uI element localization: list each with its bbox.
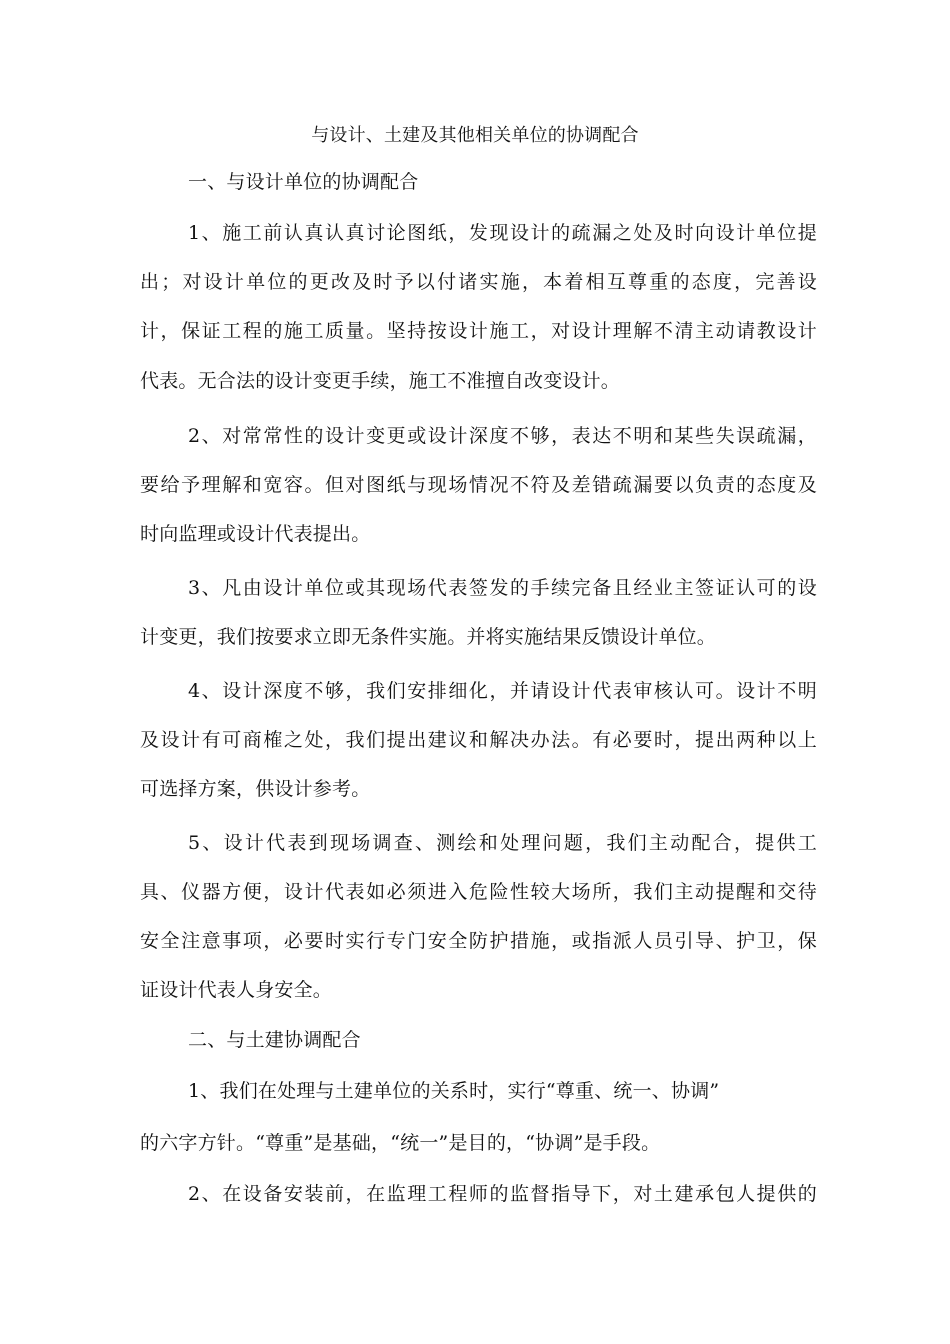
s2-p1-line-2: 的六字方针。“尊重”是基础，“统一”是目的，“协调”是手段。: [140, 1132, 661, 1154]
s1-p1-line-1: 1、施工前认真认真讨论图纸，发现设计的疏漏之处及时向设计单位提: [188, 222, 817, 244]
section-1-heading: 一、与设计单位的协调配合: [188, 171, 419, 193]
s1-p4-line-3: 可选择方案，供设计参考。: [140, 778, 371, 800]
s1-p3-line-2: 计变更，我们按要求立即无条件实施。并将实施结果反馈设计单位。: [140, 626, 717, 648]
s1-p4-line-1: 4、设计深度不够，我们安排细化，并请设计代表审核认可。设计不明: [188, 680, 817, 702]
s1-p5-line-4: 证设计代表人身安全。: [140, 979, 333, 1001]
document-title: 与设计、土建及其他相关单位的协调配合: [311, 125, 639, 146]
s2-p1-line-1: 1、我们在处理与土建单位的关系时，实行“尊重、统一、协调”: [188, 1080, 720, 1102]
s1-p2-line-1: 2、对常常性的设计变更或设计深度不够，表达不明和某些失误疏漏，: [188, 425, 817, 447]
s1-p4-line-2: 及设计有可商榷之处，我们提出建议和解决办法。有必要时，提出两种以上: [140, 729, 817, 751]
s1-p3-line-1: 3、凡由设计单位或其现场代表签发的手续完备且经业主签证认可的设: [188, 577, 817, 599]
s1-p5-line-3: 安全注意事项，必要时实行专门安全防护措施，或指派人员引导、护卫，保: [140, 930, 817, 952]
s1-p5-line-2: 具、仪器方便，设计代表如必须进入危险性较大场所，我们主动提醒和交待: [140, 881, 817, 903]
section-2-heading: 二、与土建协调配合: [188, 1029, 361, 1051]
s1-p1-line-2: 出；对设计单位的更改及时予以付诸实施，本着相互尊重的态度，完善设: [140, 271, 817, 293]
s2-p2-line-1: 2、在设备安装前，在监理工程师的监督指导下，对土建承包人提供的: [188, 1183, 817, 1205]
s1-p1-line-3: 计，保证工程的施工质量。坚持按设计施工，对设计理解不清主动请教设计: [140, 320, 817, 342]
s1-p2-line-2: 要给予理解和宽容。但对图纸与现场情况不符及差错疏漏要以负责的态度及: [140, 474, 817, 496]
s1-p1-line-4: 代表。无合法的设计变更手续，施工不准擅自改变设计。: [140, 370, 621, 392]
s1-p5-line-1: 5、设计代表到现场调查、测绘和处理问题，我们主动配合，提供工: [188, 832, 817, 854]
s1-p2-line-3: 时向监理或设计代表提出。: [140, 523, 371, 545]
